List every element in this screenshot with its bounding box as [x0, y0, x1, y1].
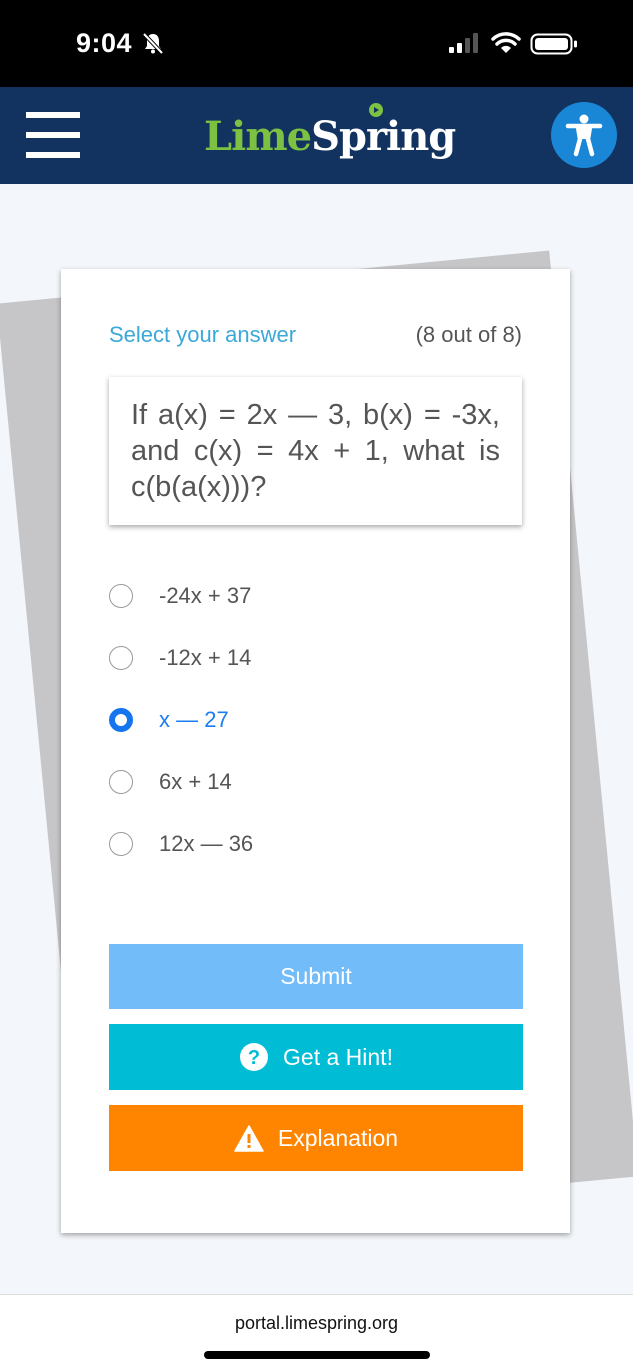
radio-button[interactable] [109, 584, 133, 608]
question-text: If a(x) = 2x — 3, b(x) = -3x, and c(x) = 4x + 1, what is c(b(a(x)))? [131, 399, 500, 503]
answer-option-label: 12x — 36 [159, 831, 254, 856]
get-hint-button[interactable] [109, 1024, 523, 1090]
accessibility-icon [564, 113, 604, 157]
answer-option-label: x — 27 [159, 707, 229, 732]
logo-lime-text: Lime [204, 113, 312, 160]
question-circle-icon [239, 1042, 269, 1072]
radio-button[interactable] [109, 832, 133, 856]
wifi-icon [491, 31, 521, 55]
bell-muted-icon [141, 31, 165, 55]
status-time: 9:04 [76, 28, 133, 58]
submit-button-label: Submit [280, 963, 352, 989]
accessibility-button[interactable] [551, 102, 617, 168]
answer-option-label: -24x + 37 [159, 583, 252, 608]
url-text: portal.limespring.org [234, 1313, 399, 1333]
radio-button[interactable] [109, 770, 133, 794]
svg-text:?: ? [247, 1047, 261, 1069]
radio-button-selected[interactable] [109, 708, 133, 732]
question-box [109, 377, 522, 525]
question-card [61, 269, 570, 1233]
hamburger-menu-icon[interactable] [26, 112, 80, 158]
answer-option-label: 6x + 14 [159, 769, 232, 794]
select-answer-label: Select your answer [109, 322, 297, 347]
browser-url-bar[interactable] [0, 1294, 633, 1371]
signal-icon [449, 33, 481, 53]
get-hint-label: Get a Hint! [283, 1043, 393, 1070]
answer-option-4[interactable] [109, 755, 522, 817]
explanation-button[interactable] [109, 1105, 523, 1171]
answer-option-label: -12x + 14 [159, 645, 252, 670]
warning-icon [234, 1125, 264, 1152]
app-header [0, 87, 633, 184]
answer-option-2[interactable] [109, 631, 522, 693]
battery-icon [530, 32, 578, 56]
answer-option-1[interactable] [109, 569, 522, 631]
limespring-logo[interactable] [204, 103, 456, 173]
status-bar [0, 0, 633, 87]
answer-option-5[interactable] [109, 817, 522, 879]
answer-options [109, 569, 522, 879]
radio-button[interactable] [109, 646, 133, 670]
explanation-label: Explanation [277, 1124, 399, 1151]
submit-button[interactable] [109, 944, 523, 1009]
question-counter: (8 out of 8) [415, 322, 522, 347]
logo-spring-text: Spring [311, 113, 456, 160]
answer-option-3[interactable] [109, 693, 522, 755]
home-indicator[interactable] [204, 1351, 430, 1359]
